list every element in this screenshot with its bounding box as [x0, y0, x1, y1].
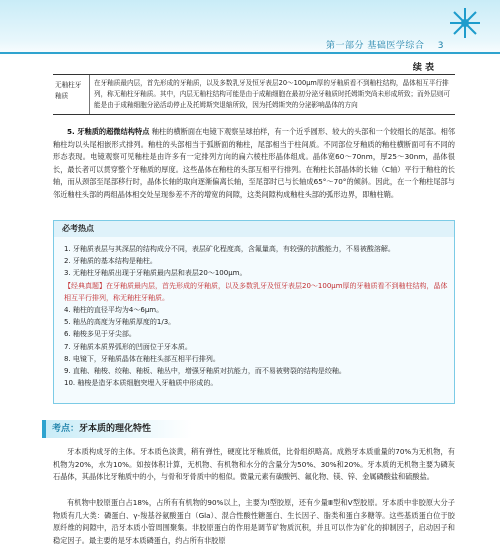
- key-points-title: 必考热点: [54, 221, 454, 237]
- snowflake-decoration-icon: [448, 6, 482, 40]
- continued-table: [53, 74, 455, 115]
- running-title: 第一部分 基础医学综合: [326, 41, 425, 51]
- key-points-box: [53, 220, 455, 404]
- list-item: 1. 牙釉质表层与其深层的结构成分不同，表层矿化程度高，含氟量高，有较强的抗酸能力，不易被酸溶解。: [64, 245, 395, 253]
- paragraph-5-heading: 5. 牙釉质的超微结构特点: [67, 127, 150, 136]
- table-row-text: 在牙釉质最内层，首先形成的牙釉质，以及多数乳牙及恒牙表层20～100μm厚的牙釉质看不到釉柱结构，晶体相互平行排列，称无釉柱牙釉质。其中，内层无釉柱结构可能是由于成釉细胞在最初分泌牙釉质时托姆斯突尚未形成所致；而外层则可能是由于成釉细胞分泌活动停止及托姆斯突退缩所致，因为托姆斯突的分泌影响晶体的方向: [94, 79, 451, 109]
- section-title: 牙本质的理化特性: [79, 424, 152, 434]
- paragraph-b: 有机物中胶原蛋白占18%，占所有有机物的90%以上，主要为Ⅰ型胶原，还有少量Ⅲ型和Ⅴ型胶原。牙本质中非胶原大分子物质有几大类：磷蛋白、γ-羧基谷氨酸蛋白（Gla）、混合性酸性糖蛋白、生长因子、脂类和蛋白多糖等。这些基质蛋白位于胶原纤维的间隙中，沿牙本质小管周围聚集。非胶原蛋白的作用是调节矿物质沉积，并且可以作为矿化的抑制因子，启动因子和稳定因子。最主要的是牙本质磷蛋白，约占所有非胶原: [53, 498, 455, 545]
- section-prefix: 考点：: [52, 424, 80, 434]
- list-item: 3. 无釉柱牙釉质出现于牙釉质最内层和表层20～100μm。: [64, 269, 247, 278]
- header-rule: [0, 52, 500, 54]
- key-points-list: [64, 243, 448, 389]
- section-heading: [42, 420, 192, 438]
- exam-note: 【经典真题】在牙釉质最内层，首先形成的牙釉质，以及多数乳牙及恒牙表层20～100μm厚的牙釉质看不到釉柱结构，晶体相互平行排列，称无釉柱牙釉质。: [64, 281, 448, 302]
- table-row-label: 无釉柱牙釉质: [53, 75, 90, 114]
- running-header: [326, 38, 444, 51]
- list-item: 9. 直釉、釉梭、绞釉、釉板、釉丛中，增强牙釉质对抗能力，而不易被劈裂的结构是绞釉。: [64, 367, 346, 376]
- list-item: 5. 釉丛的高度为牙釉质厚度的1/3。: [64, 318, 176, 327]
- paragraph-a: 牙本质构成牙的主体。牙本质色淡黄，稍有弹性，硬度比牙釉质低，比骨组织略高。成熟牙本质重量的70%为无机物，有机物为20%，水为10%。如按体积计算，无机物、有机物和水分的含量分为50%、30%和20%。牙本质的无机物主要为磷灰石晶体，其晶体比牙釉质中的小，与骨和牙骨质中的相似。微量元素有碳酸钙、氟化物、镁、锌、金属磷酸盐和硫酸盐。: [53, 447, 455, 482]
- continued-label: 续 表: [412, 63, 434, 73]
- list-item: 7. 牙釉质本质界弧形的凹面位于牙本质。: [64, 342, 192, 351]
- page-number: 3: [437, 41, 444, 51]
- paragraph-5-text: 釉柱的横断面在电镜下观察呈球拍样，有一个近乎圆形、较大的头部和一个较细长的尾部。相邻釉柱均以头尾相嵌形式排列。釉柱的头部相当于弧断面的釉柱，尾部相当于柱间质。不同部位牙釉质的釉柱横断面可有不同的形态表现。电镜观察可见釉柱是由许多有一定排列方向的扁六棱柱形晶体组成。晶体宽60～70nm，厚25～30nm，晶体很长，最长者可以贯穿整个牙釉质的厚度。这些晶体在釉柱的头部互相平行排列。在釉柱长部晶体的长轴（C轴）平行于釉柱的长轴，而从颈部至尾部移行时，晶体长轴的取向逐渐偏离长轴，至尾部时已与长轴成65°～70°的倾斜。因此，在一个釉柱尾部与邻近釉柱头部的两组晶体相交处呈现参差不齐的增宽的间隙，这类间隙构成釉柱头部的弧形边界，即釉柱鞘。: [53, 127, 455, 199]
- list-item: 2. 牙釉质的基本结构是釉柱。: [64, 257, 157, 266]
- list-item: 8. 电镜下，牙釉质晶体在釉柱头部互相平行排列。: [64, 354, 220, 363]
- list-item: 10. 釉梭是造牙本质细胞突埋入牙釉质中形成的。: [64, 379, 218, 388]
- paragraph-5: [53, 126, 455, 202]
- list-item: 4. 釉柱的直径平均为4～6μm。: [64, 306, 164, 315]
- list-item: 6. 釉梭多见于牙尖部。: [64, 330, 136, 339]
